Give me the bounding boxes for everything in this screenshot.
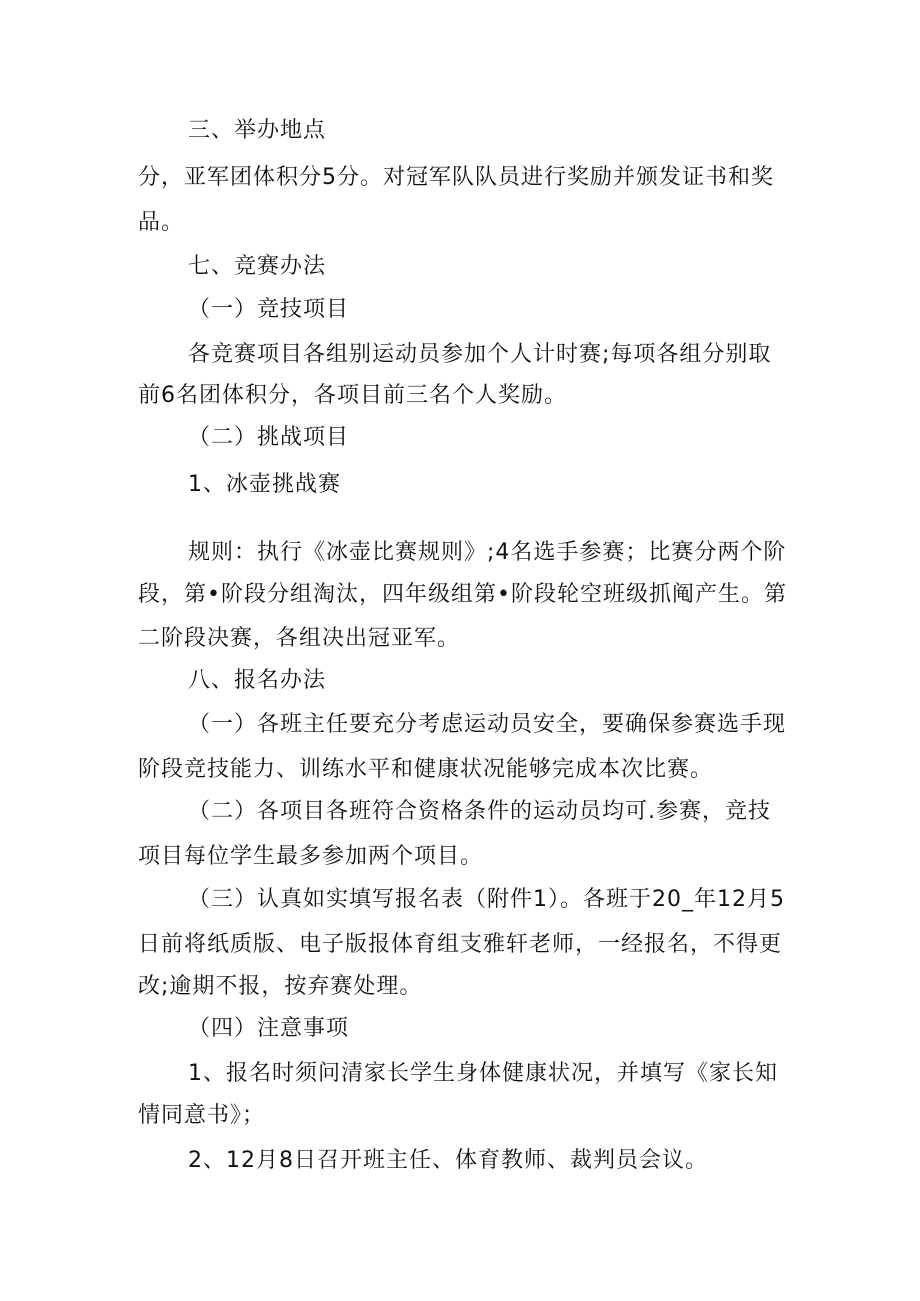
paragraph-line: 规则：执行《冰壶比赛规则》;4名选手参赛；比赛分两个阶 bbox=[188, 540, 787, 565]
subheading-challenge-events: （二）挑战项目 bbox=[188, 425, 350, 450]
paragraph-line: 前6名团体积分，各项目前三名个人奖励。 bbox=[138, 383, 567, 408]
subheading-notes: （四）注意事项 bbox=[188, 1016, 350, 1041]
paragraph-line: 改;逾期不报，按弃赛处理。 bbox=[138, 974, 423, 999]
paragraph-line: 二阶段决赛，各组决出冠亚军。 bbox=[138, 626, 461, 651]
item-curling-challenge: 1、冰壶挑战赛 bbox=[188, 472, 341, 497]
subheading-competitive-events: （一）竞技项目 bbox=[188, 297, 350, 322]
paragraph-line: （三）认真如实填写报名表（附件1）。各班于20_年12月5 bbox=[188, 887, 785, 912]
section-heading-registration: 八、报名办法 bbox=[188, 668, 327, 693]
section-heading-competition-method: 七、竞赛办法 bbox=[188, 254, 327, 279]
paragraph-line: （二）各项目各班符合资格条件的运动员均可.参赛，竞技 bbox=[188, 799, 771, 824]
paragraph-line: 日前将纸质版、电子版报体育组支雅轩老师，一经报名，不得更 bbox=[138, 932, 783, 957]
paragraph-line: 分，亚军团体积分5分。对冠军队队员进行奖励并颁发证书和奖 bbox=[138, 165, 774, 190]
paragraph-line: 情同意书》； bbox=[138, 1103, 266, 1128]
paragraph-line: 段，第•阶段分组淘汰，四年级组第•阶段轮空班级抓阄产生。第 bbox=[138, 582, 787, 607]
paragraph-line: 阶段竞技能力、训练水平和健康状况能够完成本次比赛。 bbox=[138, 757, 714, 782]
paragraph-line: 项目每位学生最多参加两个项目。 bbox=[138, 844, 484, 869]
paragraph-line: （一）各班主任要充分考虑运动员安全，要确保参赛选手现 bbox=[188, 712, 787, 737]
paragraph-line: 品。 bbox=[138, 210, 185, 235]
paragraph-line: 各竞赛项目各组别运动员参加个人计时赛;每项各组分别取 bbox=[188, 342, 772, 367]
paragraph-line: 2、12月8日召开班主任、体育教师、裁判员会议。 bbox=[188, 1148, 708, 1173]
section-heading-venue: 三、举办地点 bbox=[188, 118, 327, 143]
paragraph-line: 1、报名时须问清家长学生身体健康状况，并填写《家长知 bbox=[188, 1061, 778, 1086]
